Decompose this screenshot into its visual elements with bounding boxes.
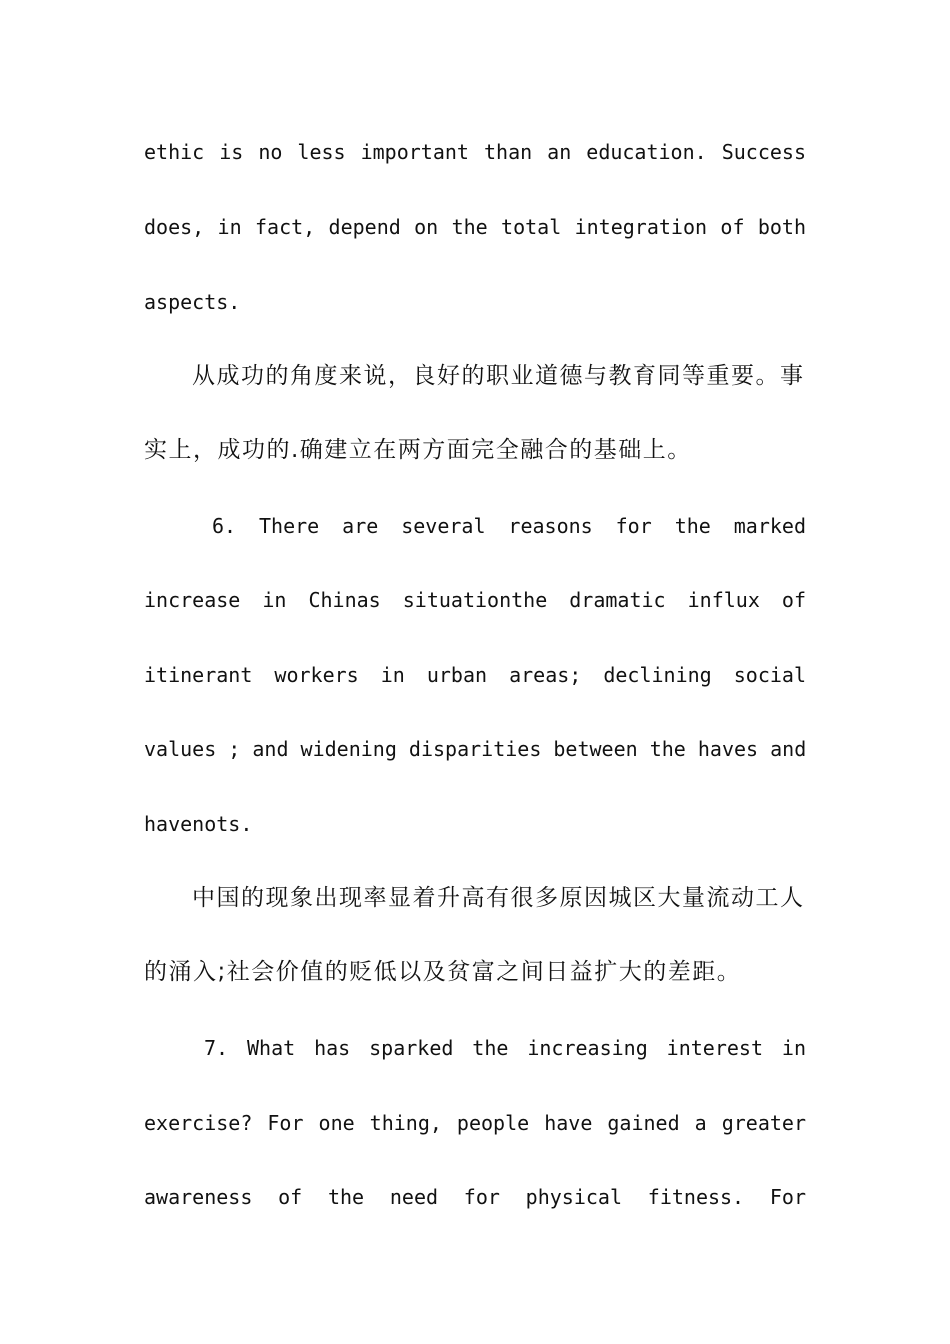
paragraph-line: aspects. <box>144 290 241 314</box>
chinese-translation-line: 实上，成功的.确建立在两方面完全融合的基础上。 <box>144 437 692 463</box>
paragraph-line: increase in Chinas situationthe dramatic influx of <box>144 588 806 612</box>
paragraph-line: 6. There are several reasons for the marked <box>212 514 806 538</box>
paragraph-line: awareness of the need for physical fitness. For <box>144 1185 806 1209</box>
paragraph-line: havenots. <box>144 812 253 836</box>
paragraph-line: exercise? For one thing, people have gained a greater <box>144 1111 806 1135</box>
paragraph-line: values ; and widening disparities between the haves and <box>144 737 807 761</box>
paragraph-line: itinerant workers in urban areas; declining social <box>144 663 806 687</box>
paragraph-line: 7. What has sparked the increasing interest in <box>204 1036 806 1060</box>
chinese-translation-line: 从成功的角度来说，良好的职业道德与教育同等重要。事 <box>192 363 805 389</box>
paragraph-line: ethic is no less important than an education. Success <box>144 140 806 164</box>
chinese-translation-line: 的涌入;社会价值的贬低以及贫富之间日益扩大的差距。 <box>144 959 742 985</box>
chinese-translation-line: 中国的现象出现率显着升高有很多原因城区大量流动工人 <box>192 885 805 911</box>
paragraph-line: does, in fact, depend on the total integration of both <box>144 215 806 239</box>
